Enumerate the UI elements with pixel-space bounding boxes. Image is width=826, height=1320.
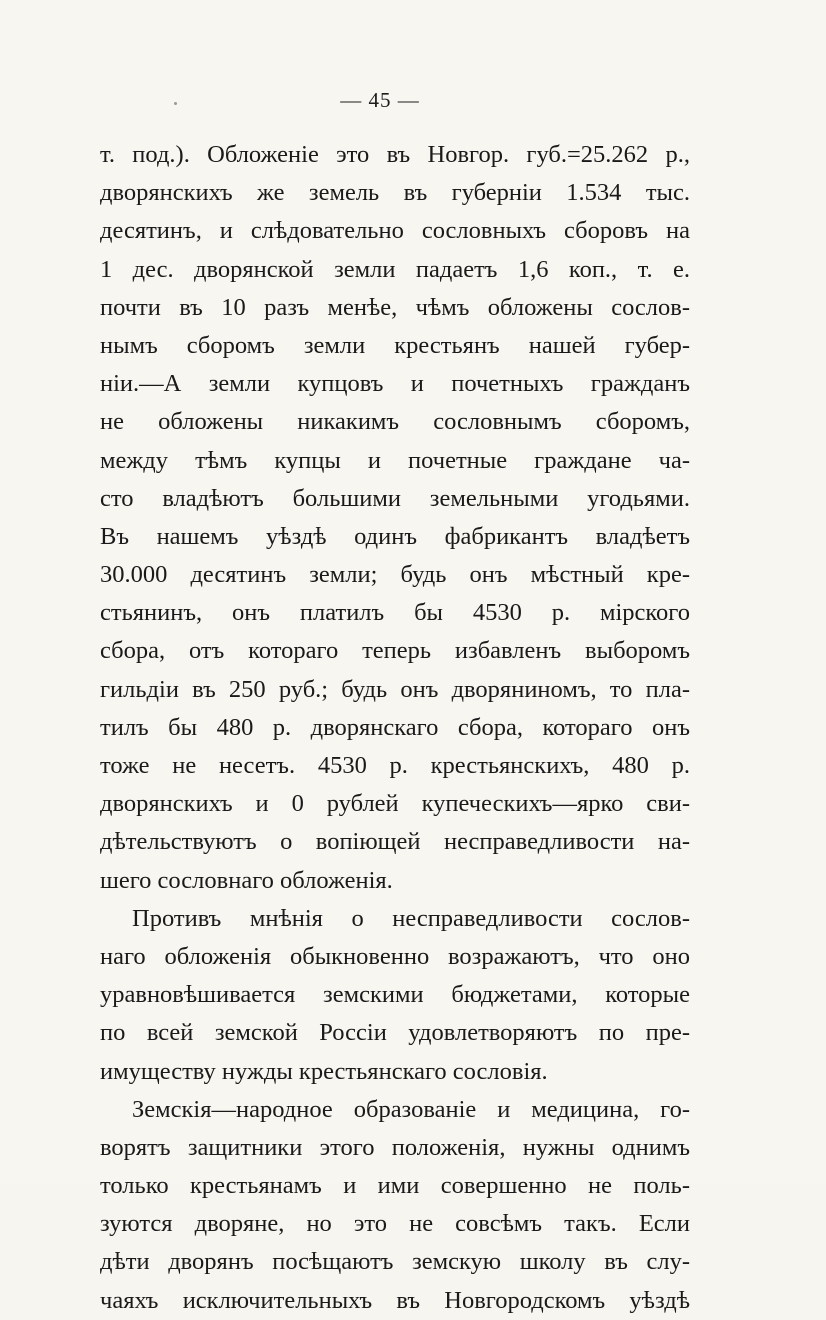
text-line: по всей земской Россiи удовлетворяютъ по пре- bbox=[100, 1019, 690, 1047]
text-line: т. под.). Обложенiе это въ Новгор. губ.=25.262 р., bbox=[100, 141, 690, 168]
text-line: сбора, отъ котораго теперь избавленъ выборомъ bbox=[100, 637, 690, 665]
text-line: Противъ мнѣнiя о несправедливости сослов- bbox=[132, 904, 690, 932]
text-line: сто владѣютъ большими земельными угодьями. bbox=[100, 484, 690, 512]
text-line: дворянскихъ и 0 рублей купеческихъ—ярко сви- bbox=[100, 790, 690, 818]
text-line: наго обложенiя обыкновенно возражаютъ, что оно bbox=[100, 942, 690, 970]
text-line: шего сословнаго обложенiя. bbox=[100, 866, 393, 894]
text-line: тилъ бы 480 р. дворянскаго сбора, котораго онъ bbox=[100, 713, 690, 741]
text-line: ворятъ защитники этого положенiя, нужны однимъ bbox=[100, 1133, 690, 1161]
text-line: между тѣмъ купцы и почетные граждане ча- bbox=[100, 446, 690, 474]
text-line: зуются дворяне, но это не совсѣмъ такъ. Если bbox=[100, 1210, 690, 1238]
text-line: тоже не несетъ. 4530 р. крестьянскихъ, 480 р. bbox=[100, 752, 690, 779]
text-line: дворянскихъ же земель въ губернiи 1.534 тыс. bbox=[100, 179, 690, 207]
text-line: 30.000 десятинъ земли; будь онъ мѣстный кре- bbox=[100, 561, 690, 589]
text-line: нымъ сборомъ земли крестьянъ нашей губер- bbox=[100, 331, 690, 359]
text-line: чаяхъ исключительныхъ въ Новгородскомъ уѣздѣ bbox=[100, 1286, 690, 1314]
page-number: — 45 — bbox=[340, 88, 420, 112]
text-line: уравновѣшивается земскими бюджетами, которые bbox=[100, 981, 690, 1009]
text-line: десятинъ, и слѣдовательно сословныхъ сборовъ на bbox=[100, 217, 690, 245]
text-line: 1 дес. дворянской земли падаетъ 1,6 коп., т. е. bbox=[100, 255, 690, 283]
text-line: стьянинъ, онъ платилъ бы 4530 р. мiрского bbox=[100, 599, 690, 627]
text-line: дѣти дворянъ посѣщаютъ земскую школу въ слу- bbox=[100, 1248, 690, 1276]
text-line: не обложены никакимъ сословнымъ сборомъ, bbox=[100, 408, 690, 436]
body-text bbox=[100, 136, 690, 1320]
text-line: только крестьянамъ и ими совершенно не поль- bbox=[100, 1172, 690, 1200]
text-line: нiи.—А земли купцовъ и почетныхъ гражданъ bbox=[100, 370, 690, 398]
text-line: Въ нашемъ уѣздѣ одинъ фабрикантъ владѣетъ bbox=[100, 522, 690, 550]
text-line: Земскiя—народное образованiе и медицина, го- bbox=[132, 1095, 690, 1123]
text-line: гильдiи въ 250 руб.; будь онъ дворяниномъ, то пла- bbox=[100, 675, 690, 703]
text-line: дѣтельствуютъ о вопiющей несправедливости на- bbox=[100, 828, 690, 856]
text-line: почти въ 10 разъ менѣе, чѣмъ обложены сослов- bbox=[100, 293, 690, 321]
text-line: имуществу нужды крестьянскаго сословiя. bbox=[100, 1057, 548, 1085]
